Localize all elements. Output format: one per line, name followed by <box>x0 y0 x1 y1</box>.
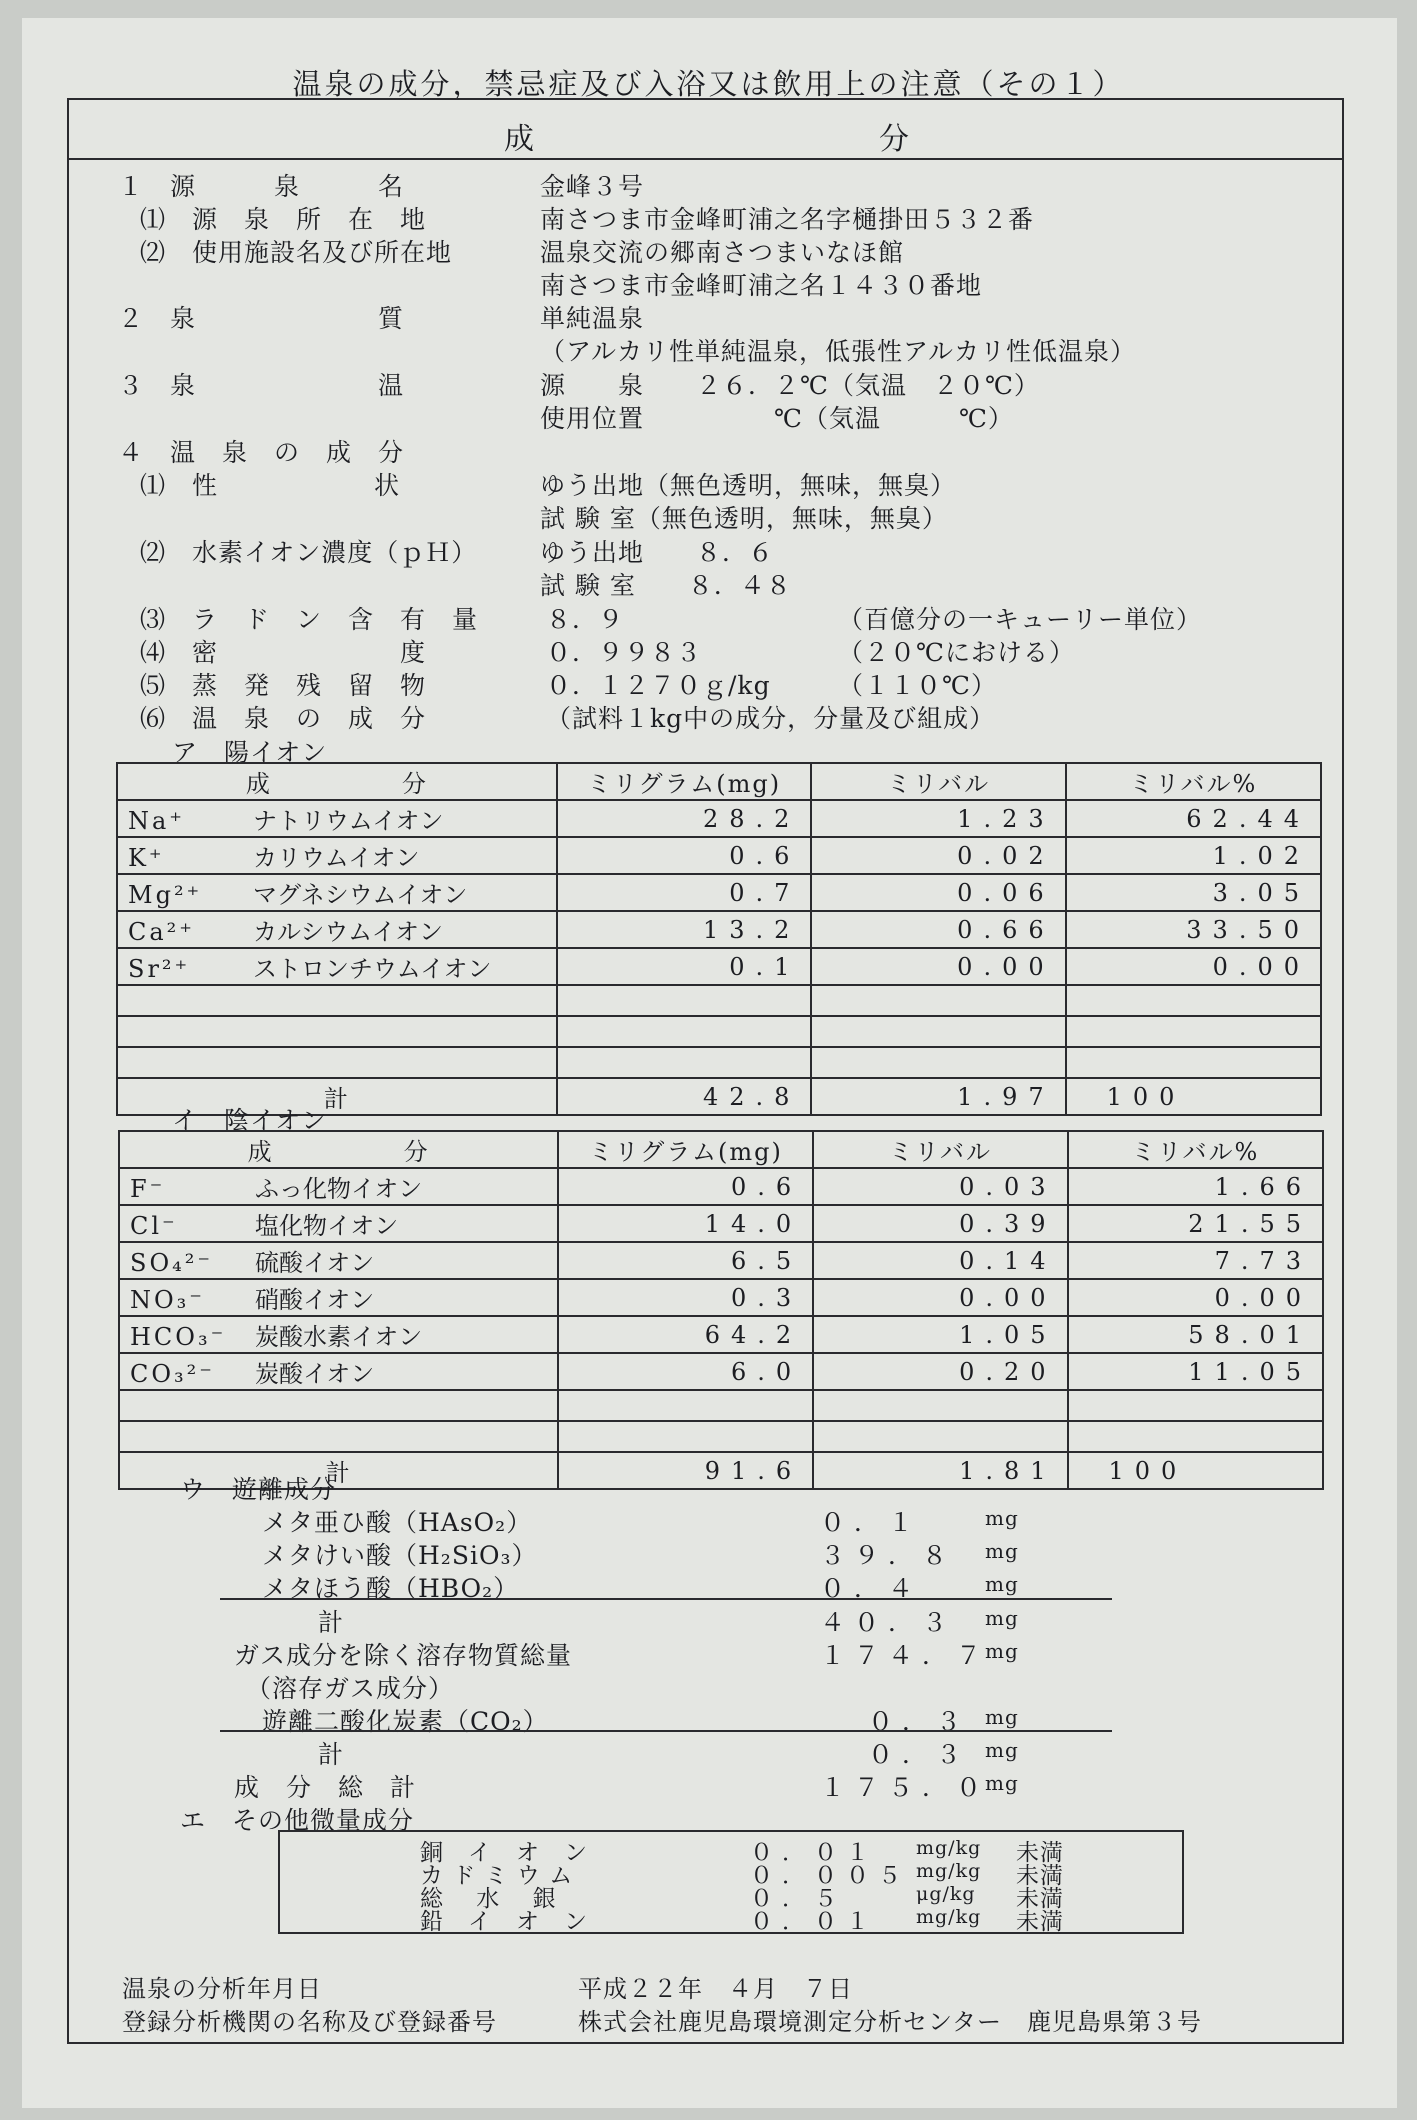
item-value: （アルカリ性単純温泉，低張性アルカリ性低温泉） <box>540 337 1137 366</box>
ion-cell <box>119 1205 558 1242</box>
rule <box>220 1598 1112 1600</box>
item-label: ⑶ ラ ド ン 含 有 量 <box>140 605 479 634</box>
table-row <box>119 1168 1323 1205</box>
item-label: ３ 泉 温 <box>118 371 405 400</box>
ion-symbol: Cl⁻ <box>130 1212 178 1240</box>
anions-heading: イ 陰イオン <box>172 1106 328 1135</box>
free-unit: mg <box>985 1639 1019 1663</box>
column-header: ミリバル% <box>1066 763 1321 800</box>
mval-percent: 1.02 <box>1066 837 1321 874</box>
table-row <box>117 800 1321 837</box>
table-row <box>117 948 1321 985</box>
ion-cell <box>117 874 557 911</box>
item-value: ８．９ <box>546 605 625 634</box>
item-label: １ 源 泉 名 <box>118 172 405 201</box>
total-mval: 1.81 <box>813 1452 1067 1489</box>
item-label: ⑹ 温 泉 の 成 分 <box>140 704 427 733</box>
gas-value: ０．３ <box>868 1707 971 1736</box>
table-row <box>117 911 1321 948</box>
table-row <box>119 1205 1323 1242</box>
table-row <box>119 1279 1323 1316</box>
trace-name: 総 水 銀 <box>420 1886 557 1912</box>
trace-qual: 未満 <box>1016 1840 1064 1866</box>
item-value: ０．９９８３ <box>546 638 703 667</box>
ion-name: 炭酸イオン <box>255 1360 375 1388</box>
ion-cell <box>119 1242 558 1279</box>
ion-symbol: Ca²⁺ <box>128 918 195 946</box>
mval-percent: 0.00 <box>1068 1279 1324 1316</box>
ion-symbol: F⁻ <box>130 1175 166 1203</box>
trace-unit: mg/kg <box>916 1860 982 1882</box>
gas-total-label: 計 <box>318 1740 345 1769</box>
blank-cell <box>811 1047 1065 1078</box>
mg-value: 0.6 <box>558 1168 813 1205</box>
ion-symbol: Mg²⁺ <box>128 881 203 909</box>
blank-row <box>117 985 1321 1016</box>
column-header: 成 分 <box>119 1131 558 1168</box>
item-value: 金峰３号 <box>540 172 645 201</box>
blank-cell <box>1066 985 1321 1016</box>
trace-unit: mg/kg <box>916 1906 982 1928</box>
item-value: 単純温泉 <box>540 304 645 333</box>
item-value: 温泉交流の郷南さつまいなほ館 <box>540 238 905 267</box>
mval-percent: 11.05 <box>1068 1353 1324 1390</box>
free-unit: mg <box>985 1771 1019 1795</box>
analysis-date-value: 平成２２年 ４月 ７日 <box>578 1975 853 2003</box>
mval-value: 0.02 <box>811 837 1065 874</box>
table-row <box>119 1316 1323 1353</box>
ion-name: 塩化物イオン <box>255 1212 399 1240</box>
blank-cell <box>1066 1047 1321 1078</box>
table-row <box>117 874 1321 911</box>
anion-table <box>118 1130 1324 1490</box>
mval-percent: 33.50 <box>1066 911 1321 948</box>
trace-value: ０．０１ <box>750 1909 878 1935</box>
ion-name: 硝酸イオン <box>255 1286 375 1314</box>
ion-symbol: CO₃²⁻ <box>130 1360 215 1388</box>
column-header: ミリバル <box>813 1131 1067 1168</box>
total-mg: 91.6 <box>558 1452 813 1489</box>
item-label: ⑷ 密 度 <box>140 638 427 667</box>
mg-value: 28.2 <box>557 800 812 837</box>
mg-value: 0.6 <box>557 837 812 874</box>
ion-name: カルシウムイオン <box>253 918 443 946</box>
trace-value: ０．０１ <box>750 1840 878 1866</box>
ion-cell <box>119 1353 558 1390</box>
trace-name: 鉛 イ オ ン <box>420 1909 588 1935</box>
item-value: 試 験 室（無色透明，無味，無臭） <box>540 504 948 533</box>
section-header <box>69 100 1342 160</box>
total-mval: 1.97 <box>811 1078 1065 1115</box>
blank-cell <box>811 1016 1065 1047</box>
mval-value: 0.14 <box>813 1242 1067 1279</box>
item-value: （試料１kg中の成分，分量及び組成） <box>546 704 996 733</box>
ion-name: ストロンチウムイオン <box>253 955 492 983</box>
trace-heading: エ その他微量成分 <box>180 1806 415 1835</box>
trace-name: 銅 イ オ ン <box>420 1840 588 1866</box>
blank-cell <box>813 1390 1067 1421</box>
item-value: 試 験 室 ８．４８ <box>540 571 792 600</box>
mg-value: 6.0 <box>558 1353 813 1390</box>
header-right: 分 <box>879 122 909 157</box>
item-label: ４ 温 泉 の 成 分 <box>118 438 405 467</box>
item-note: （２０℃における） <box>838 638 1075 667</box>
column-header: ミリグラム(mg) <box>557 763 812 800</box>
free-unit: mg <box>985 1539 1019 1563</box>
agency-value: 株式会社鹿児島環境測定分析センター 鹿児島県第３号 <box>578 2008 1203 2036</box>
blank-row <box>119 1421 1323 1452</box>
blank-cell <box>1068 1421 1324 1452</box>
blank-cell <box>117 985 557 1016</box>
trace-value: ０．５ <box>750 1886 846 1912</box>
mval-percent: 58.01 <box>1068 1316 1324 1353</box>
item-value: 使用位置 ℃（気温 ℃） <box>540 404 1014 433</box>
blank-cell <box>558 1421 813 1452</box>
mval-percent: 3.05 <box>1066 874 1321 911</box>
trace-qual: 未満 <box>1016 1863 1064 1889</box>
mg-value: 0.3 <box>558 1279 813 1316</box>
mval-value: 0.06 <box>811 874 1065 911</box>
ion-cell <box>117 911 557 948</box>
item-note: （１１０℃） <box>838 671 997 700</box>
trace-qual: 未満 <box>1016 1909 1064 1935</box>
ion-name: ナトリウムイオン <box>253 807 444 835</box>
free-subtotal-value: ４０．３ <box>820 1608 957 1637</box>
grand-total-value: １７５．０ <box>820 1773 991 1802</box>
agency-label: 登録分析機関の名称及び登録番号 <box>122 2008 497 2036</box>
free-name: メタけい酸（H₂SiO₃） <box>262 1541 538 1570</box>
free-value: ０．４ <box>820 1574 923 1603</box>
dissolved-value: １７４．７ <box>820 1641 991 1670</box>
ion-cell <box>117 800 557 837</box>
blank-row <box>117 1016 1321 1047</box>
item-label: ⑵ 水素イオン濃度（ｐＨ） <box>140 538 478 567</box>
total-mg: 42.8 <box>557 1078 812 1115</box>
mg-value: 64.2 <box>558 1316 813 1353</box>
gas-heading: （溶存ガス成分） <box>246 1674 455 1703</box>
item-note: （百億分の一キューリー単位） <box>838 605 1203 634</box>
free-heading: ウ 遊離成分 <box>180 1475 337 1504</box>
blank-cell <box>813 1421 1067 1452</box>
column-header: ミリグラム(mg) <box>558 1131 813 1168</box>
mg-value: 14.0 <box>558 1205 813 1242</box>
column-header: 成 分 <box>117 763 557 800</box>
mval-percent: 62.44 <box>1066 800 1321 837</box>
blank-cell <box>119 1421 558 1452</box>
ion-cell <box>117 837 557 874</box>
ion-name: 炭酸水素イオン <box>255 1323 423 1351</box>
free-name: メタほう酸（HBO₂） <box>262 1574 520 1603</box>
free-subtotal-label: 計 <box>318 1608 345 1637</box>
mval-value: 0.00 <box>813 1279 1067 1316</box>
table-row <box>117 837 1321 874</box>
total-label: 計 <box>119 1452 558 1489</box>
mval-value: 1.05 <box>813 1316 1067 1353</box>
mg-value: 6.5 <box>558 1242 813 1279</box>
grand-total-label: 成 分 総 計 <box>234 1773 417 1802</box>
ion-symbol: HCO₃⁻ <box>130 1323 227 1351</box>
item-label: ⑴ 源 泉 所 在 地 <box>140 205 427 234</box>
mval-percent: 1.66 <box>1068 1168 1324 1205</box>
rule <box>220 1730 1112 1732</box>
trace-qual: 未満 <box>1016 1886 1064 1912</box>
mval-value: 1.23 <box>811 800 1065 837</box>
ion-symbol: SO₄²⁻ <box>130 1249 214 1277</box>
gas-name: 遊離二酸化炭素（CO₂） <box>262 1707 549 1736</box>
item-value: ゆう出地（無色透明，無味，無臭） <box>540 471 957 500</box>
blank-cell <box>558 1390 813 1421</box>
mval-value: 0.39 <box>813 1205 1067 1242</box>
total-percent: 100 <box>1068 1452 1324 1489</box>
mval-value: 0.03 <box>813 1168 1067 1205</box>
column-header: ミリバル% <box>1068 1131 1324 1168</box>
table-header-row <box>117 763 1321 800</box>
ion-name: ふっ化物イオン <box>255 1175 423 1203</box>
blank-cell <box>117 1047 557 1078</box>
mval-percent: 7.73 <box>1068 1242 1324 1279</box>
free-value: ０．１ <box>820 1508 923 1537</box>
table-row <box>119 1242 1323 1279</box>
item-label: ２ 泉 質 <box>118 304 405 333</box>
analysis-date-label: 温泉の分析年月日 <box>122 1975 322 2003</box>
blank-cell <box>811 985 1065 1016</box>
total-label: 計 <box>117 1078 557 1115</box>
free-unit: mg <box>985 1606 1019 1630</box>
blank-cell <box>557 1047 812 1078</box>
blank-cell <box>119 1390 558 1421</box>
gas-total-value: ０．３ <box>868 1740 971 1769</box>
dissolved-label: ガス成分を除く溶存物質総量 <box>234 1641 573 1670</box>
item-label: ⑵ 使用施設名及び所在地 <box>140 238 453 267</box>
trace-unit: μg/kg <box>916 1883 976 1905</box>
mg-value: 0.7 <box>557 874 812 911</box>
item-value: ０．１２７０ｇ/kg <box>546 671 771 700</box>
trace-value: ０．００５ <box>750 1863 910 1889</box>
mval-value: 0.66 <box>811 911 1065 948</box>
blank-row <box>119 1390 1323 1421</box>
blank-row <box>117 1047 1321 1078</box>
ion-symbol: K⁺ <box>128 844 165 872</box>
table-row <box>119 1353 1323 1390</box>
ion-cell <box>119 1316 558 1353</box>
mval-percent: 0.00 <box>1066 948 1321 985</box>
ion-name: 硫酸イオン <box>255 1249 375 1277</box>
cations-heading: ア 陽イオン <box>172 738 328 767</box>
ion-cell <box>119 1279 558 1316</box>
free-unit: mg <box>985 1738 1019 1762</box>
table-header-row <box>119 1131 1323 1168</box>
trace-name: カ ド ミ ウ ム <box>420 1863 574 1889</box>
ion-name: カリウムイオン <box>253 844 420 872</box>
free-unit: mg <box>985 1506 1019 1530</box>
column-header: ミリバル <box>811 763 1065 800</box>
item-value: 源 泉 ２６．２℃（気温 ２０℃） <box>540 371 1040 400</box>
ion-name: マグネシウムイオン <box>253 881 468 909</box>
mval-percent: 21.55 <box>1068 1205 1324 1242</box>
cation-table <box>116 762 1322 1116</box>
item-label: ⑸ 蒸 発 残 留 物 <box>140 671 427 700</box>
ion-symbol: Sr²⁺ <box>128 955 191 983</box>
trace-box <box>278 1830 1184 1934</box>
free-name: メタ亜ひ酸（HAsO₂） <box>262 1508 533 1537</box>
mg-value: 13.2 <box>557 911 812 948</box>
item-label: ⑴ 性 状 <box>140 471 401 500</box>
item-value: 南さつま市金峰町浦之名字樋掛田５３２番 <box>540 205 1035 234</box>
item-value: 南さつま市金峰町浦之名１４３０番地 <box>540 271 983 300</box>
free-value: ３９．８ <box>820 1541 957 1570</box>
free-unit: mg <box>985 1572 1019 1596</box>
ion-symbol: NO₃⁻ <box>130 1286 205 1314</box>
ion-symbol: Na⁺ <box>128 807 185 835</box>
trace-unit: mg/kg <box>916 1837 982 1859</box>
item-value: ゆう出地 ８．６ <box>540 538 775 567</box>
mval-value: 0.20 <box>813 1353 1067 1390</box>
blank-cell <box>1068 1390 1324 1421</box>
blank-cell <box>557 985 812 1016</box>
header-left: 成 <box>504 122 534 157</box>
free-unit: mg <box>985 1705 1019 1729</box>
ion-cell <box>119 1168 558 1205</box>
blank-cell <box>557 1016 812 1047</box>
mg-value: 0.1 <box>557 948 812 985</box>
ion-cell <box>117 948 557 985</box>
blank-cell <box>117 1016 557 1047</box>
total-percent: 100 <box>1066 1078 1321 1115</box>
blank-cell <box>1066 1016 1321 1047</box>
document-title: 温泉の成分，禁忌症及び入浴又は飲用上の注意（その１） <box>292 67 1125 101</box>
mval-value: 0.00 <box>811 948 1065 985</box>
